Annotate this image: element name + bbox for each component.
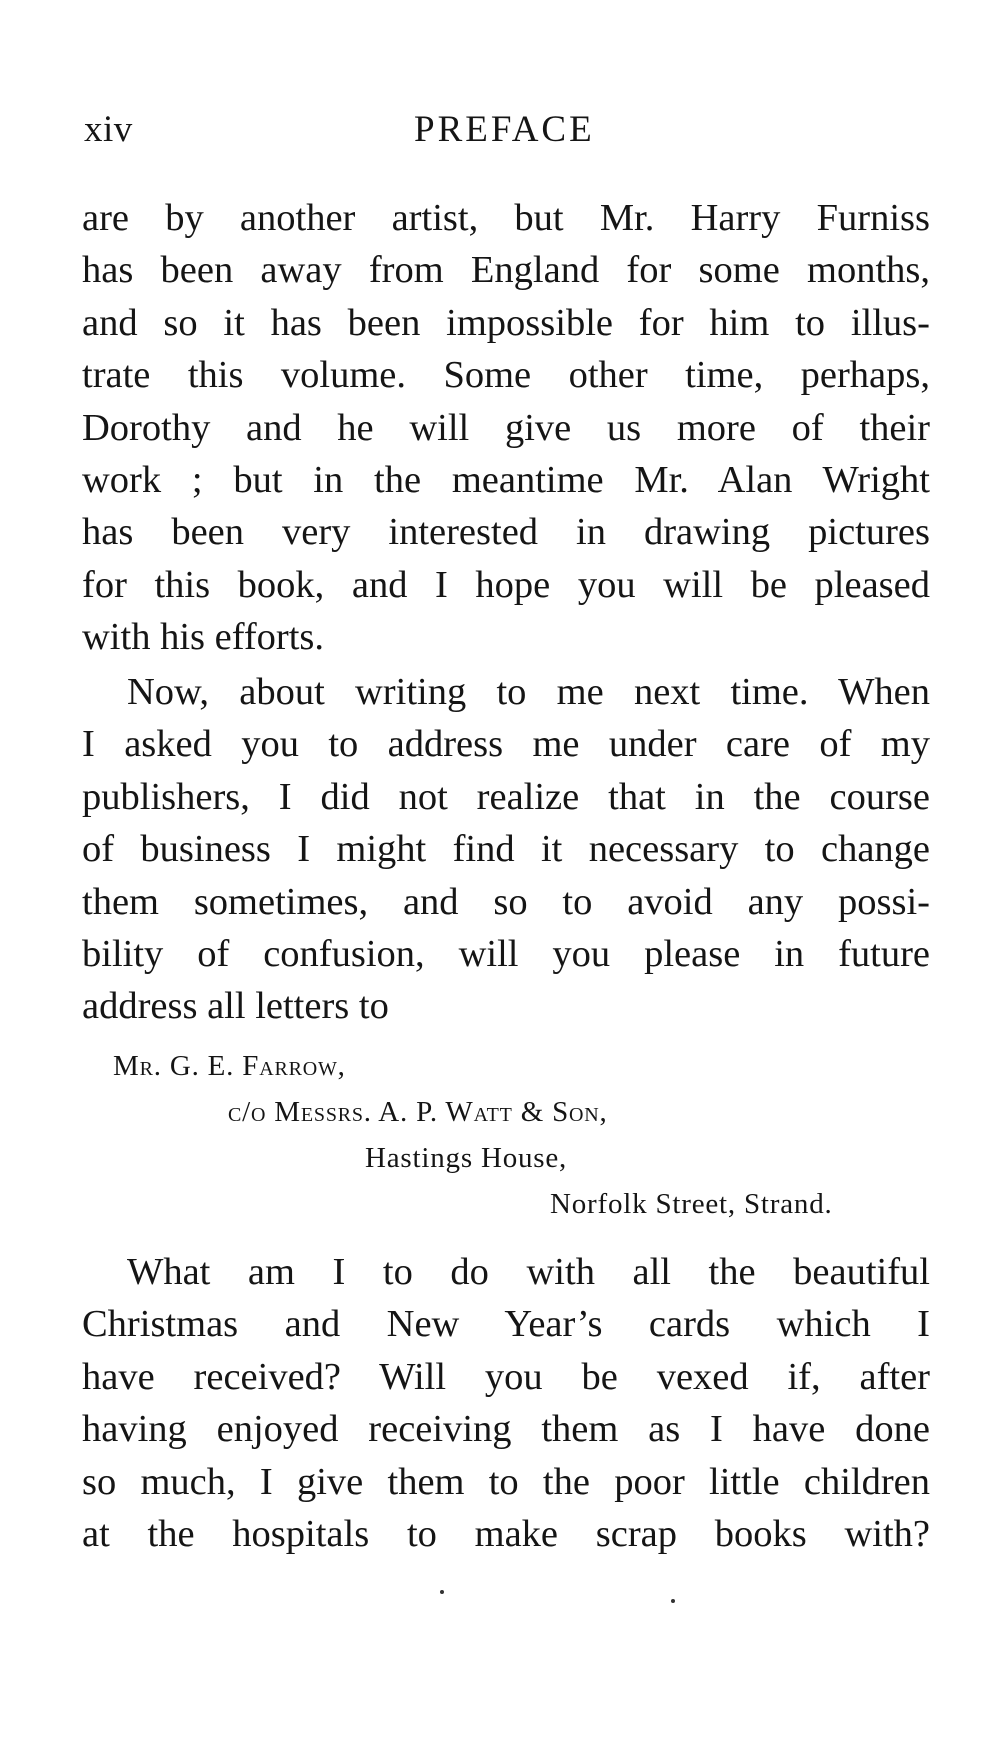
text-line: Dorothy and he will give us more of their [82, 406, 930, 449]
text-line: I asked you to address me under care of my [82, 723, 930, 766]
text-line: are by another artist, but Mr. Harry Furniss [82, 197, 930, 239]
mailing-address [0, 1050, 997, 1240]
page-header [84, 108, 944, 152]
running-head: PREFACE [414, 109, 595, 150]
text-line: bility of confusion, will you please in future [82, 932, 930, 975]
paragraph-3 [82, 1246, 930, 1560]
text-line: at the hospitals to make scrap books with? [82, 1512, 930, 1555]
text-line: publishers, I did not realize that in the course [82, 775, 930, 818]
address-line-name: Mr. G. E. Farrow, [113, 1050, 346, 1082]
text-line: Now, about writing to me next time. When [127, 671, 930, 713]
paragraph-1 [82, 192, 930, 664]
address-line-street: Norfolk Street, Strand. [550, 1188, 833, 1220]
text-line: of business I might find it necessary to change [82, 828, 930, 871]
text-line: has been away from England for some months, [82, 249, 930, 292]
page-number: xiv [84, 109, 133, 150]
print-speck [440, 1590, 444, 1594]
text-line: What am I to do with all the beautiful [127, 1251, 930, 1293]
text-line: for this book, and I hope you will be pleased [82, 563, 930, 606]
text-line: trate this volume. Some other time, perhaps, [82, 354, 930, 397]
address-line-building: Hastings House, [365, 1142, 568, 1174]
text-line: and so it has been impossible for him to illus- [82, 301, 930, 344]
text-line: so much, I give them to the poor little children [82, 1460, 930, 1503]
text-line: have received? Will you be vexed if, after [82, 1355, 930, 1398]
paragraph-2 [82, 666, 930, 1033]
text-line: has been very interested in drawing pictures [82, 511, 930, 554]
text-line: with his efforts. [82, 616, 325, 659]
text-line: work ; but in the meantime Mr. Alan Wright [82, 458, 930, 501]
text-line: address all letters to [82, 985, 389, 1028]
print-speck [671, 1599, 675, 1603]
text-line: them sometimes, and so to avoid any possi- [82, 880, 930, 923]
text-line: having enjoyed receiving them as I have done [82, 1408, 930, 1451]
text-line: Christmas and New Year’s cards which I [82, 1303, 930, 1346]
address-line-care-of: c/o Messrs. A. P. Watt & Son, [228, 1096, 608, 1128]
